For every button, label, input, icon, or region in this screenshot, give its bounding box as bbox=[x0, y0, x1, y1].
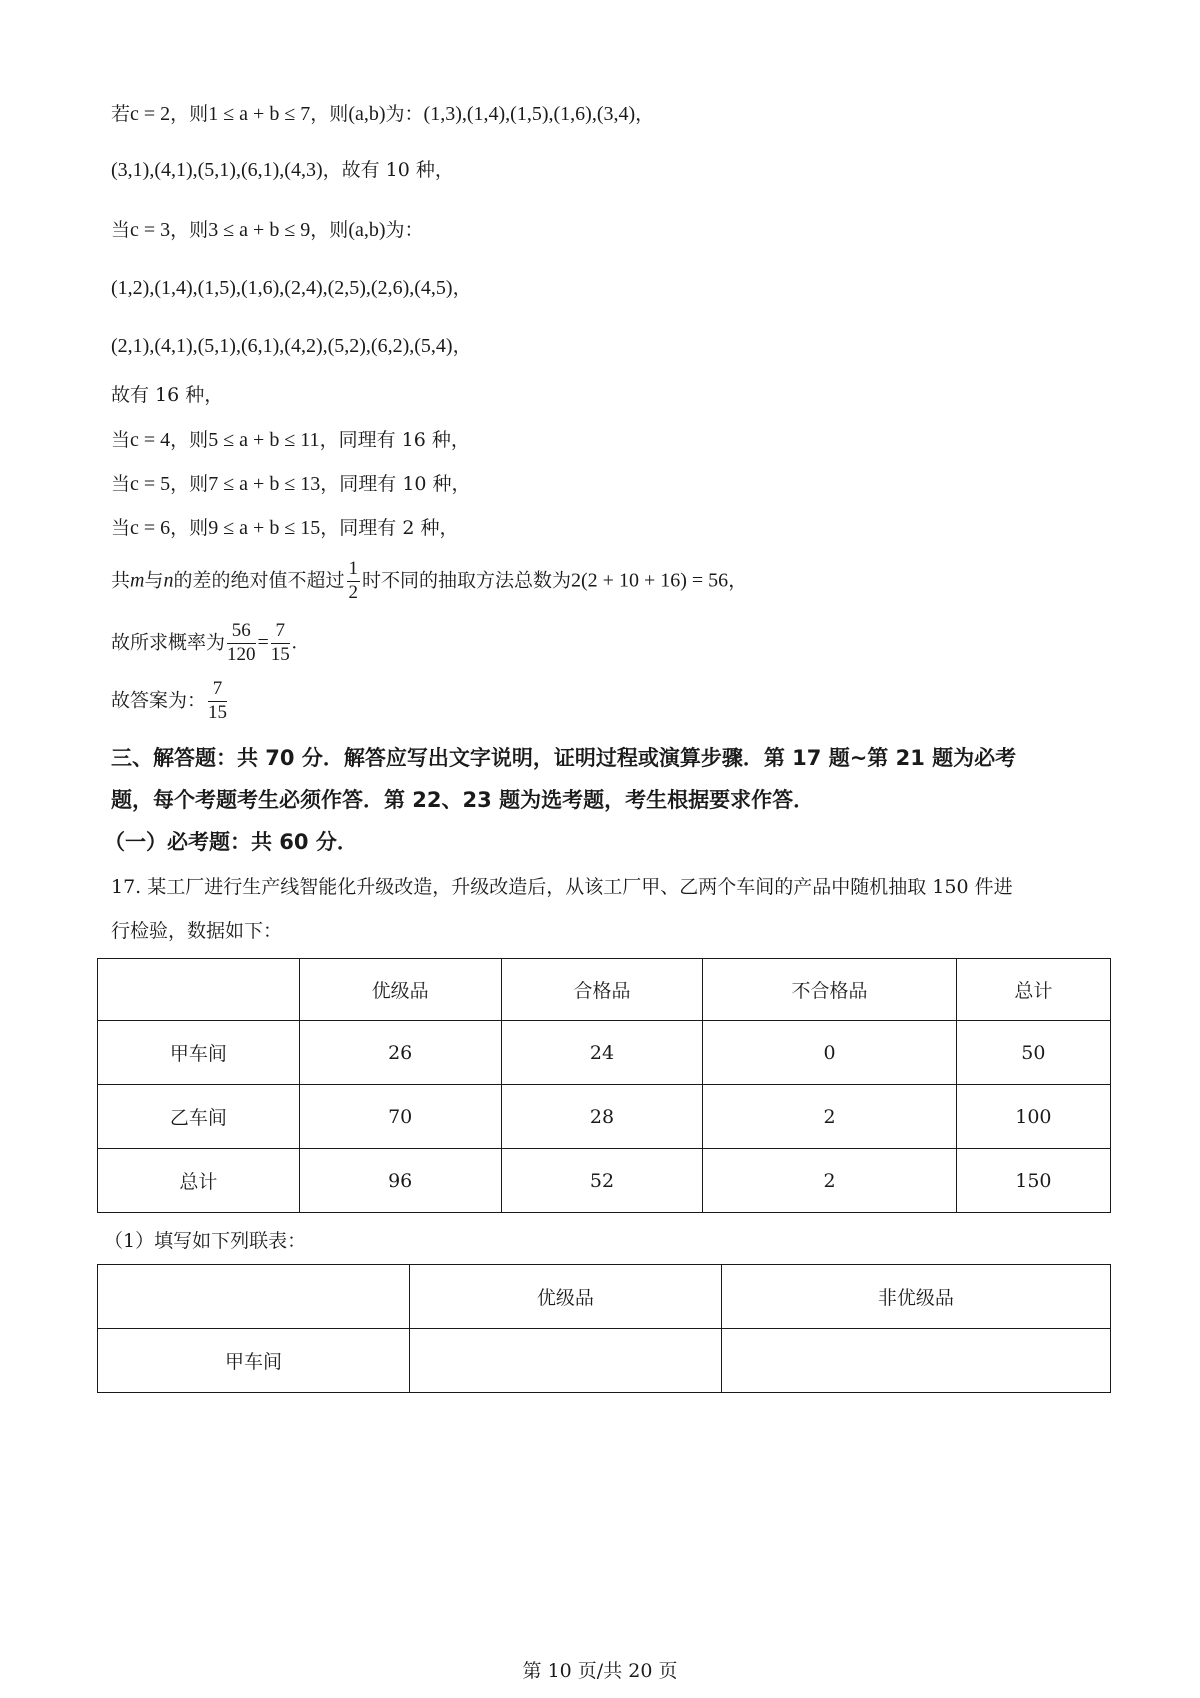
data-table bbox=[97, 958, 1111, 1213]
table-cell: 总计 bbox=[98, 1149, 300, 1213]
fraction bbox=[208, 678, 227, 725]
table-cell: 非优级品 bbox=[721, 1265, 1110, 1329]
numerator: 7 bbox=[271, 620, 290, 644]
solution-line-4 bbox=[111, 278, 472, 298]
text: 共 bbox=[111, 569, 131, 592]
problem-line-2: 行检验，数据如下： bbox=[111, 920, 283, 942]
table-cell: 70 bbox=[299, 1085, 501, 1149]
sub-heading: （一）必考题：共 60 分． bbox=[104, 830, 358, 854]
solution-line-6 bbox=[111, 386, 223, 405]
table-row bbox=[98, 1085, 1111, 1149]
math: c = 5 bbox=[130, 473, 171, 495]
math: 3 ≤ a + b ≤ 9 bbox=[208, 219, 311, 241]
table-cell: 2 bbox=[703, 1085, 956, 1149]
text: 与 bbox=[144, 569, 164, 592]
table-cell: 52 bbox=[501, 1149, 703, 1213]
text: ，同理有 10 种， bbox=[320, 473, 471, 495]
solution-line-5 bbox=[111, 336, 472, 356]
table-cell: 2 bbox=[703, 1149, 956, 1213]
table-cell bbox=[721, 1329, 1110, 1393]
table-cell bbox=[409, 1329, 721, 1393]
math: 1 ≤ a + b ≤ 7 bbox=[208, 103, 311, 125]
table-row bbox=[98, 1329, 1111, 1393]
text: 当 bbox=[111, 429, 131, 451]
text: ，则 bbox=[170, 429, 209, 451]
fraction bbox=[227, 620, 256, 667]
table-cell bbox=[98, 1265, 410, 1329]
math: 7 ≤ a + b ≤ 13 bbox=[208, 473, 321, 495]
math: (1,2),(1,4),(1,5),(1,6),(2,4),(2,5),(2,6),(4,5) bbox=[111, 277, 453, 299]
table-cell: 26 bbox=[299, 1021, 501, 1085]
math: = bbox=[257, 631, 269, 654]
section-heading-line-1: 三、解答题：共 70 分．解答应写出文字说明，证明过程或演算步骤．第 17 题~第 21 题为必考 bbox=[111, 746, 1017, 770]
table-cell: 24 bbox=[501, 1021, 703, 1085]
math: (a,b) bbox=[348, 103, 386, 125]
math: (2,1),(4,1),(5,1),(6,1),(4,2),(5,2),(6,2),(5,4) bbox=[111, 335, 453, 357]
solution-line-9 bbox=[111, 518, 458, 538]
table-row bbox=[98, 1021, 1111, 1085]
math: 2(2 + 10 + 16) = 56 bbox=[571, 569, 729, 592]
table-row bbox=[98, 1149, 1111, 1213]
math: 9 ≤ a + b ≤ 15 bbox=[208, 517, 321, 539]
table-header-row bbox=[98, 959, 1111, 1021]
text: 为： bbox=[385, 103, 424, 125]
problem-line-1: 17. 某工厂进行生产线智能化升级改造，升级改造后，从该工厂甲、乙两个车间的产品中随机抽取 150 件进 bbox=[111, 876, 1013, 898]
math: c = 2 bbox=[130, 103, 171, 125]
denominator: 2 bbox=[348, 581, 358, 603]
solution-line-7 bbox=[111, 430, 470, 450]
table-cell: 28 bbox=[501, 1085, 703, 1149]
text: ，则 bbox=[310, 219, 349, 241]
table-cell: 150 bbox=[956, 1149, 1110, 1213]
math: m bbox=[130, 569, 145, 592]
text: ， bbox=[635, 103, 655, 125]
denominator: 15 bbox=[270, 643, 290, 665]
text: ， bbox=[452, 335, 472, 357]
table-cell: 甲车间 bbox=[98, 1329, 410, 1393]
numerator: 7 bbox=[208, 678, 227, 702]
text: 当 bbox=[111, 219, 131, 241]
text: ，故有 10 种， bbox=[322, 159, 454, 181]
text: ，同理有 16 种， bbox=[319, 429, 470, 451]
denominator: 120 bbox=[227, 643, 256, 665]
table-cell: 100 bbox=[956, 1085, 1110, 1149]
table-cell: 合格品 bbox=[501, 959, 703, 1021]
solution-line-8 bbox=[111, 474, 471, 494]
solution-line-10 bbox=[111, 558, 747, 605]
math: (3,1),(4,1),(5,1),(6,1),(4,3) bbox=[111, 159, 323, 181]
solution-line-12 bbox=[111, 678, 229, 725]
math: c = 6 bbox=[130, 517, 171, 539]
text: 时不同的抽取方法总数为 bbox=[362, 569, 572, 592]
text: 为： bbox=[385, 219, 424, 241]
text: ，则 bbox=[170, 517, 209, 539]
math: 5 ≤ a + b ≤ 11 bbox=[208, 429, 320, 451]
table-cell: 不合格品 bbox=[703, 959, 956, 1021]
numerator: 1 bbox=[347, 558, 361, 582]
solution-line-1 bbox=[111, 104, 654, 124]
table-cell: 50 bbox=[956, 1021, 1110, 1085]
table-cell: 甲车间 bbox=[98, 1021, 300, 1085]
table-cell bbox=[98, 959, 300, 1021]
solution-line-11 bbox=[111, 620, 297, 667]
fraction bbox=[271, 620, 290, 667]
table-header-row bbox=[98, 1265, 1111, 1329]
fraction bbox=[347, 558, 361, 605]
text: 故答案为： bbox=[111, 689, 207, 712]
solution-line-3 bbox=[111, 220, 424, 240]
math: c = 4 bbox=[130, 429, 171, 451]
table-cell: 96 bbox=[299, 1149, 501, 1213]
table-cell: 乙车间 bbox=[98, 1085, 300, 1149]
text: ，同理有 2 种， bbox=[320, 517, 459, 539]
table-cell: 0 bbox=[703, 1021, 956, 1085]
text: ， bbox=[728, 569, 748, 592]
page-footer: 第 10 页/共 20 页 bbox=[522, 1660, 678, 1682]
table-cell: 优级品 bbox=[299, 959, 501, 1021]
numerator: 56 bbox=[227, 620, 256, 644]
text: ， bbox=[452, 277, 472, 299]
text: ，则 bbox=[170, 103, 209, 125]
text: 当 bbox=[111, 517, 131, 539]
section-heading-line-2: 题，每个考题考生必须作答．第 22、23 题为选考题，考生根据要求作答． bbox=[111, 788, 815, 812]
text: 的差的绝对值不超过 bbox=[173, 569, 345, 592]
math: (1,3),(1,4),(1,5),(1,6),(3,4) bbox=[423, 103, 636, 125]
table-cell: 总计 bbox=[956, 959, 1110, 1021]
text: ，则 bbox=[170, 219, 209, 241]
text: 故有 16 种， bbox=[111, 384, 224, 406]
contingency-table bbox=[97, 1264, 1111, 1393]
table-cell: 优级品 bbox=[409, 1265, 721, 1329]
text: ，则 bbox=[170, 473, 209, 495]
math: n bbox=[163, 569, 174, 592]
text: ，则 bbox=[310, 103, 349, 125]
text: 当 bbox=[111, 473, 131, 495]
math: c = 3 bbox=[130, 219, 171, 241]
denominator: 15 bbox=[208, 701, 228, 723]
math: (a,b) bbox=[348, 219, 386, 241]
text: 若 bbox=[111, 103, 131, 125]
math: . bbox=[291, 631, 297, 654]
text: 故所求概率为 bbox=[111, 631, 226, 654]
part-1-prompt: （1）填写如下列联表： bbox=[104, 1230, 307, 1252]
solution-line-2 bbox=[111, 160, 454, 180]
